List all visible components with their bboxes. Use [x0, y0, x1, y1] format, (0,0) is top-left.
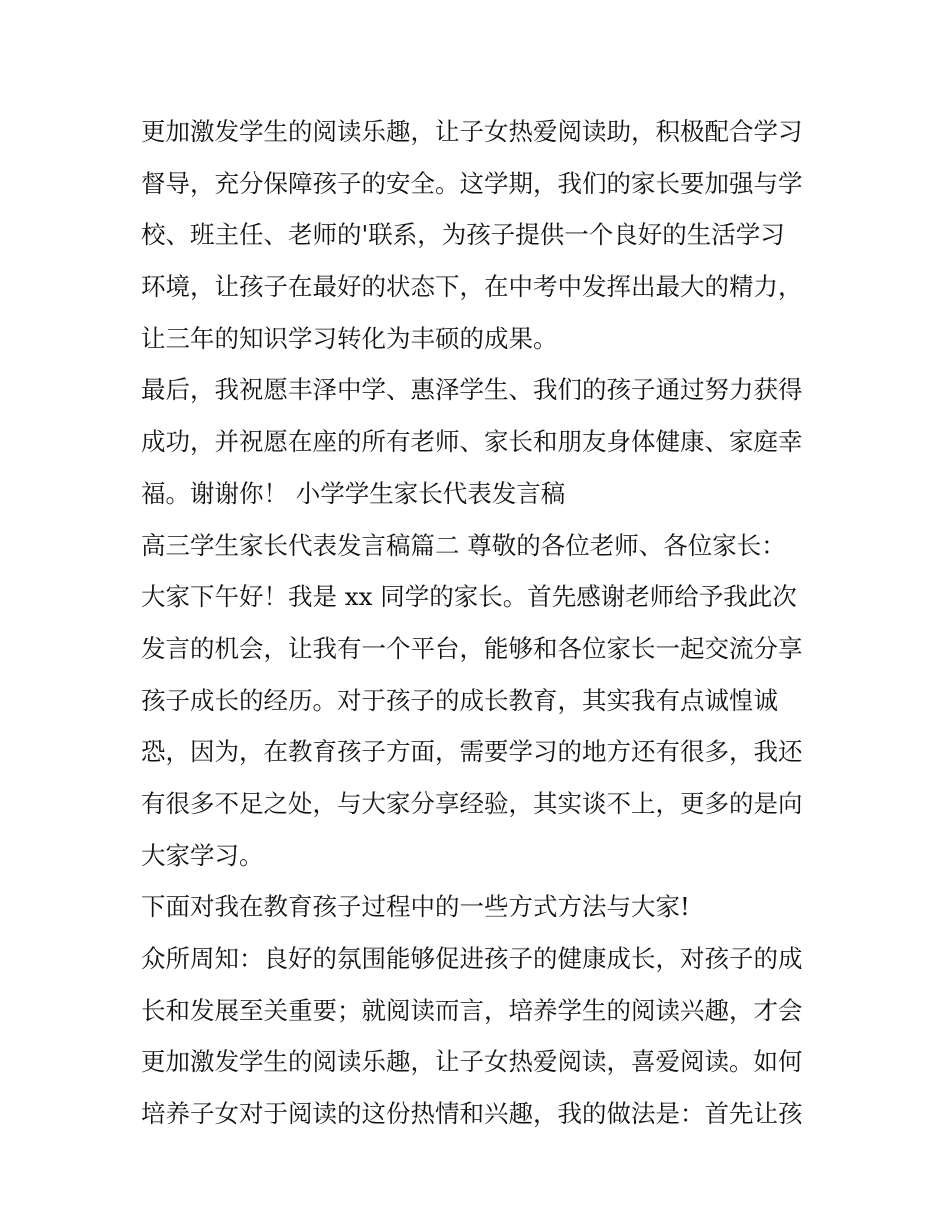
text-line: 环境，让孩子在最好的状态下，在中考中发挥出最大的精力， — [141, 272, 803, 302]
text-line: 培养子女对于阅读的这份热情和兴趣，我的做法是：首先让孩 — [141, 1099, 803, 1129]
text-line: 孩子成长的经历。对于孩子的成长教育，其实我有点诚惶诚 — [141, 685, 778, 715]
text-line: 更加激发学生的阅读乐趣，让子女热爱阅读，喜爱阅读。如何 — [141, 1047, 803, 1077]
text-line: 更加激发学生的阅读乐趣，让子女热爱阅读助，积极配合学习 — [141, 117, 803, 146]
text-line: 校、班主任、老师的'联系，为孩子提供一个良好的生活学习 — [141, 220, 785, 250]
text-line: 让三年的知识学习转化为丰硕的成果。 — [141, 323, 558, 353]
text-line: 大家下午好！我是 xx 同学的家长。首先感谢老师给予我此次 — [141, 582, 797, 612]
text-line: 成功，并祝愿在座的所有老师、家长和朋友身体健康、家庭幸 — [141, 427, 803, 457]
text-line: 福。谢谢你！ 小学学生家长代表发言稿 — [141, 478, 566, 508]
document-body — [141, 106, 831, 1140]
text-line: 恐，因为，在教育孩子方面，需要学习的地方还有很多，我还 — [141, 737, 803, 767]
text-line: 众所周知：良好的氛围能够促进孩子的健康成长，对孩子的成 — [141, 944, 803, 973]
text-line: 高三学生家长代表发言稿篇二 尊敬的各位老师、各位家长： — [141, 530, 786, 560]
text-line: 大家学习。 — [141, 840, 264, 870]
text-line: 长和发展至关重要；就阅读而言，培养学生的阅读兴趣，才会 — [141, 995, 803, 1025]
text-line: 下面对我在教育孩子过程中的一些方式方法与大家! — [141, 892, 690, 922]
text-line: 发言的机会，让我有一个平台，能够和各位家长一起交流分享 — [141, 633, 803, 663]
text-line: 有很多不足之处，与大家分享经验，其实谈不上，更多的是向 — [141, 788, 803, 818]
text-line: 最后，我祝愿丰泽中学、惠泽学生、我们的孩子通过努力获得 — [141, 375, 803, 405]
text-line: 督导，充分保障孩子的安全。这学期，我们的家长要加强与学 — [141, 168, 803, 198]
